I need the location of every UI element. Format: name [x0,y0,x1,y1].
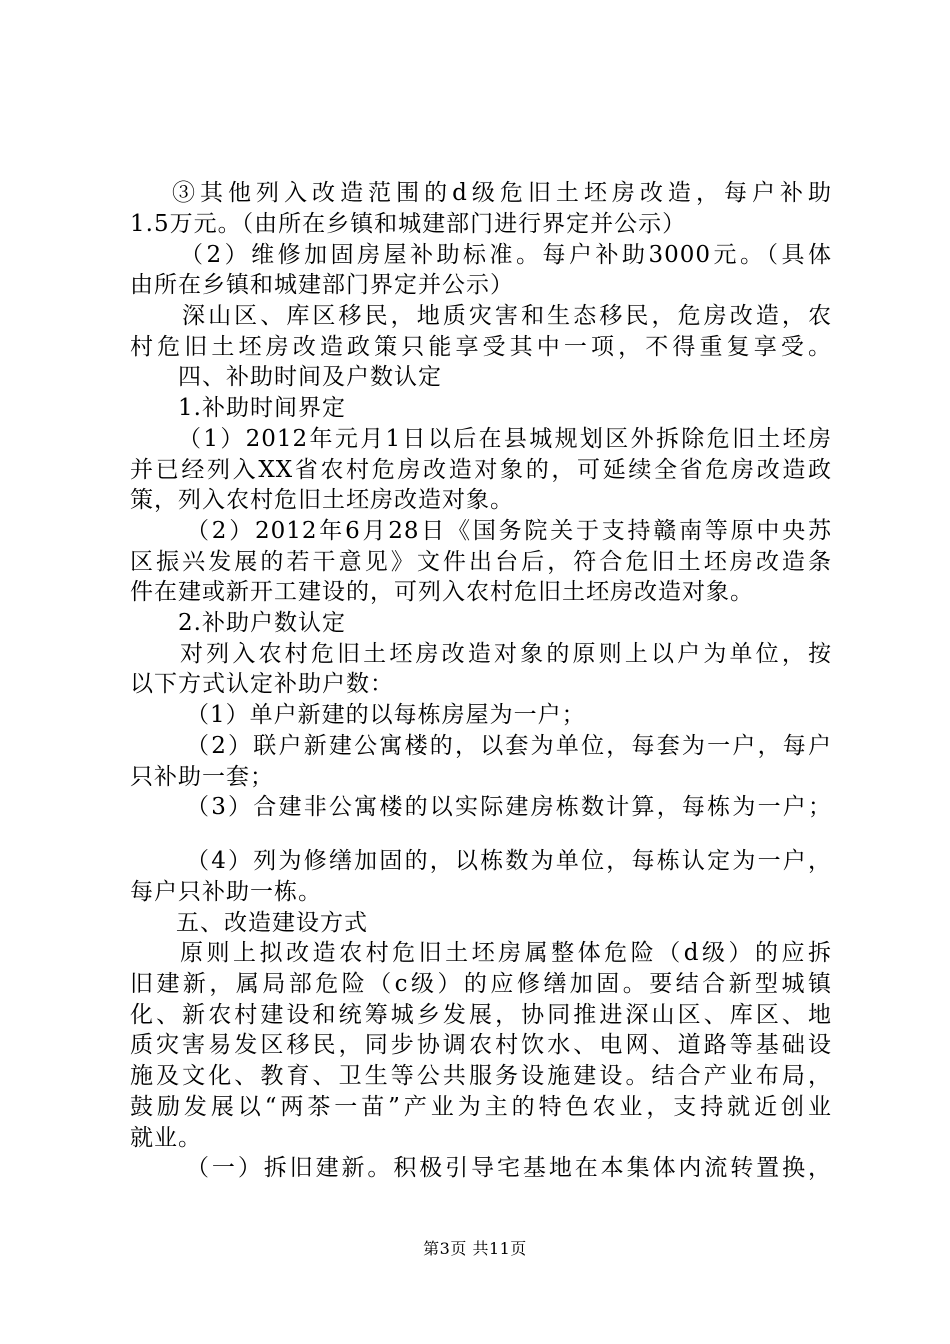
paragraph-line: 由所在乡镇和城建部门界定并公示） [130,272,514,298]
paragraph-line: 鼓励发展以“两茶一苗”产业为主的特色农业，支持就近创业 [130,1094,832,1120]
paragraph-line: （一）拆旧建新。积极引导宅基地在本集体内流转置换， [186,1155,832,1181]
paragraph-line: 村危旧土坯房改造政策只能享受其中一项，不得重复享受。 [130,334,832,360]
paragraph-line: 以下方式认定补助户数： [130,671,394,697]
list-item: （2）联户新建公寓楼的，以套为单位，每套为一户，每户 [186,733,832,759]
list-item: （4）列为修缮加固的，以栋数为单位，每栋认定为一户， [186,848,832,874]
paragraph-line: （2）2012年6月28日《国务院关于支持赣南等原中央苏 [186,518,832,544]
paragraph-line: 并已经列入XX省农村危房改造对象的，可延续全省危房改造政 [130,457,832,483]
paragraph-line: 1.5万元。（由所在乡镇和城建部门进行界定并公示） [130,211,687,237]
paragraph-line: 原则上拟改造农村危旧土坯房属整体危险（d级）的应拆 [180,940,832,966]
paragraph-line: （1）2012年元月1日以后在县城规划区外拆除危旧土坯房 [178,426,832,452]
paragraph-line: 件在建或新开工建设的，可列入农村危旧土坯房改造对象。 [130,579,754,605]
subsection-heading: 1.补助时间界定 [178,395,346,421]
paragraph-line: 区振兴发展的若干意见》文件出台后，符合危旧土坯房改造条 [130,549,832,575]
paragraph-line: 质灾害易发区移民，同步协调农村饮水、电网、道路等基础设 [130,1032,832,1058]
paragraph-line: 深山区、库区移民，地质灾害和生态移民，危房改造，农 [182,303,832,329]
paragraph-line: 就业。 [130,1125,202,1151]
list-item: （1）单户新建的以每栋房屋为一户； [186,702,586,728]
paragraph-line: 策，列入农村危旧土坯房改造对象。 [130,487,514,513]
paragraph-line: （2）维修加固房屋补助标准。每户补助3000元。（具体 [180,242,832,268]
list-item: （3）合建非公寓楼的以实际建房栋数计算，每栋为一户； [186,794,832,820]
paragraph-line: ③其他列入改造范围的d级危旧土坯房改造，每户补助 [172,180,832,206]
paragraph-line: 化、新农村建设和统筹城乡发展，协同推进深山区、库区、地 [130,1002,832,1028]
list-item-continuation: 每户只补助一栋。 [130,879,322,905]
section-heading: 五、改造建设方式 [176,910,368,936]
paragraph-line: 对列入农村危旧土坯房改造对象的原则上以户为单位，按 [180,641,832,667]
section-heading: 四、补助时间及户数认定 [178,364,442,390]
list-item-continuation: 只补助一套； [130,764,274,790]
paragraph-line: 施及文化、教育、卫生等公共服务设施建设。结合产业布局， [130,1063,832,1089]
paragraph-line: 旧建新，属局部危险（c级）的应修缮加固。要结合新型城镇 [130,971,832,997]
page-footer: 第3页 共11页 [423,1239,527,1258]
subsection-heading: 2.补助户数认定 [178,610,346,636]
